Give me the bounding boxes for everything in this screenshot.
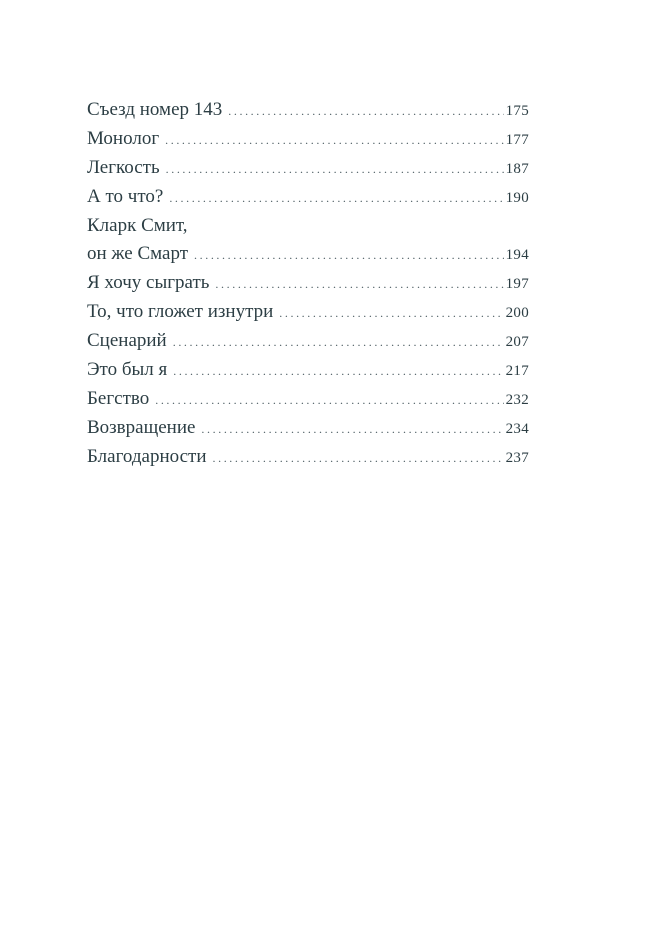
dot-leader <box>173 336 504 348</box>
dot-leader <box>213 452 504 464</box>
toc-entry-title: Сценарий <box>87 330 167 351</box>
toc-entry <box>87 443 529 472</box>
toc-entry <box>87 96 529 125</box>
toc-entry <box>87 183 529 212</box>
toc-entry <box>87 356 529 385</box>
dot-leader <box>279 307 503 319</box>
toc-entry-title: Я хочу сыграть <box>87 272 210 293</box>
toc-entry-page-number: 237 <box>505 450 529 466</box>
toc-entry-page-number: 200 <box>505 305 529 321</box>
dot-leader <box>155 394 503 406</box>
toc-entry-page-number: 234 <box>505 421 529 437</box>
toc-entry <box>87 269 529 298</box>
toc-entry-page-number: 217 <box>505 363 529 379</box>
dot-leader <box>173 365 503 377</box>
toc-entry-title: Бегство <box>87 388 150 409</box>
toc-entry <box>87 125 529 154</box>
toc-entry-page-number: 177 <box>505 132 529 148</box>
toc-entry-page-number: 175 <box>505 103 529 119</box>
toc-entry-title: Легкость <box>87 157 160 178</box>
toc-entry-page-number: 187 <box>505 161 529 177</box>
toc-entry-title: Благодарности <box>87 446 207 467</box>
toc-entry-page-number: 207 <box>505 334 529 350</box>
toc-entry-title: Это был я <box>87 359 168 380</box>
toc-entry-title: Возвращение <box>87 417 196 438</box>
dot-leader <box>215 278 503 290</box>
toc-entry-page-number: 190 <box>505 190 529 206</box>
dot-leader <box>201 423 503 435</box>
dot-leader <box>166 163 504 175</box>
toc-entry-title: Монолог <box>87 128 160 149</box>
toc-entry-page-number: 194 <box>505 247 529 263</box>
toc-entry <box>87 385 529 414</box>
toc-entry-title: он же Смарт <box>87 243 189 264</box>
toc-entry <box>87 212 529 269</box>
toc-entry <box>87 298 529 327</box>
toc-entry-page-number: 197 <box>505 276 529 292</box>
toc-entry <box>87 154 529 183</box>
dot-leader <box>228 105 503 117</box>
toc-entry-title: Съезд номер 143 <box>87 99 223 120</box>
toc-entry-page-number: 232 <box>505 392 529 408</box>
dot-leader <box>165 134 503 146</box>
dot-leader <box>169 192 503 204</box>
dot-leader <box>194 249 504 261</box>
toc-entry-title-first-line: Кларк Смит, <box>87 215 188 236</box>
toc-entry <box>87 414 529 443</box>
toc-entry-title: А то что? <box>87 186 164 207</box>
table-of-contents <box>87 96 529 472</box>
toc-entry-title: То, что гложет изнутри <box>87 301 274 322</box>
toc-entry <box>87 327 529 356</box>
